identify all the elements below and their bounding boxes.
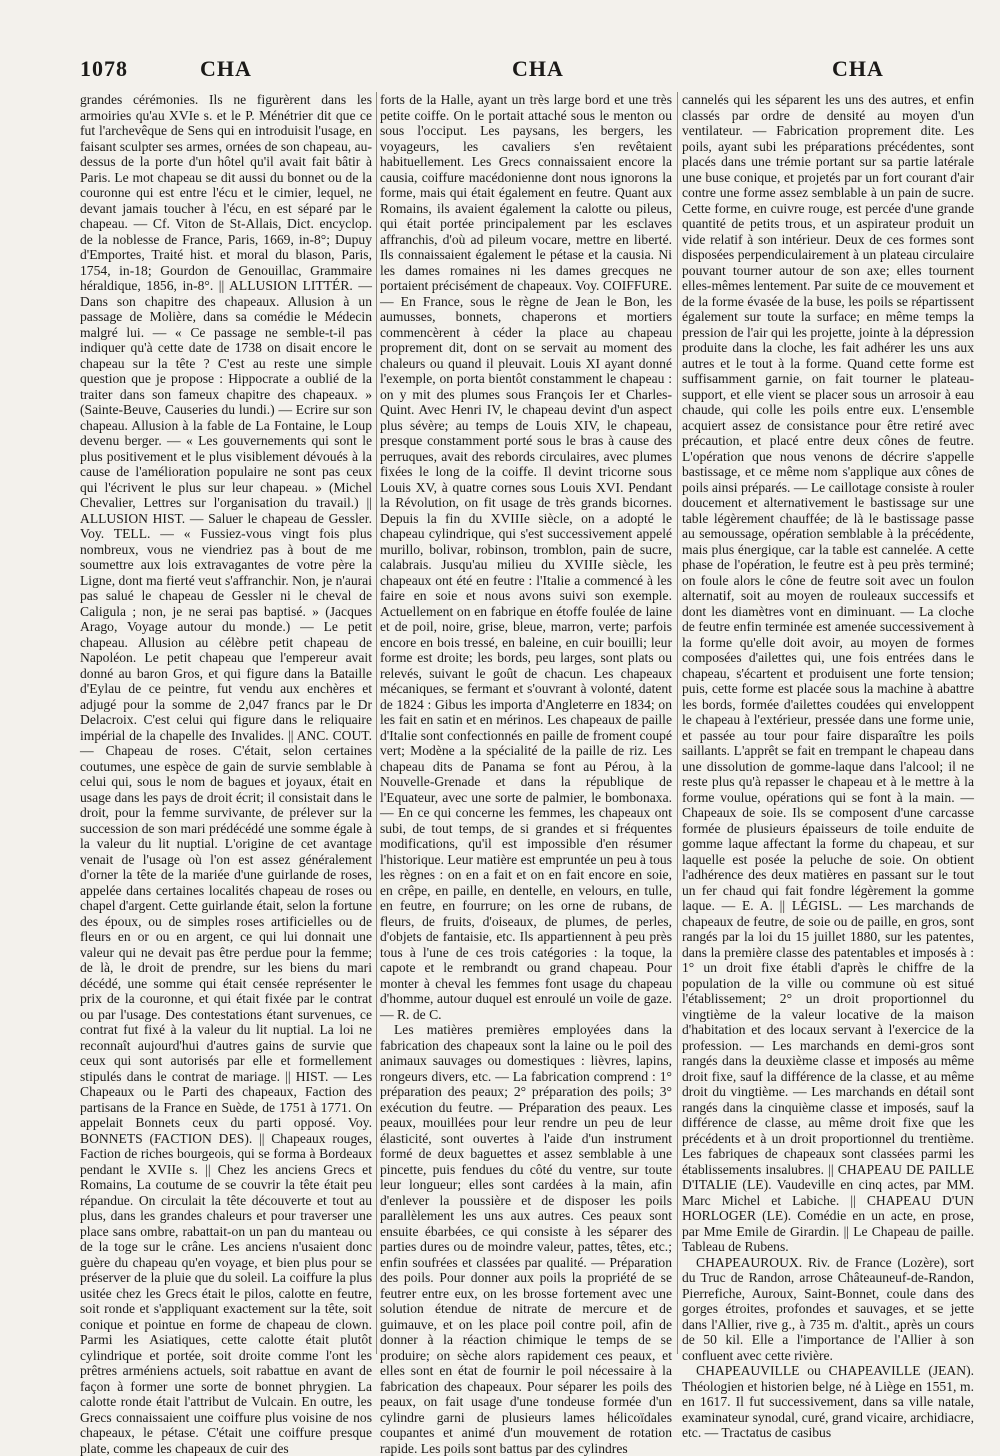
paragraph: Les matières premières employées dans la fabrication des chapeaux sont la laine ou le poil des animaux sauvages ou domestiques : lièvres, lapins, rongeurs divers, etc. — La fabrication comprend : 1° préparation des peaux; 2° préparation des poils; 3° exécution du feutre. — Préparation des peaux. Les peaux, mouillées pour leur rendre un peu de leur élasticité, sont ouvertes à l'aide d'un instrument formé de deux baguettes et assez semblable à une pincette, puis fendues du côté du ventre, sur toute leur longueur; elles sont cardées à la main, afin d'enlever la poussière et de disposer les poils parallèlement les uns aux autres. Ces peaux sont ensuite ébarbées, ce qui consiste à les séparer des parties dures ou de moindre valeur, pattes, têtes, etc.; enfin soufrées et classées par qualité. — Préparation des poils. Pour donner aux poils la propriété de se feutrer entre eux, on les brosse fortement avec une solution étendue de nitrate de mercure et de guimauve, et on les place poil contre poil, afin de donner à la réaction chimique le temps de se produire; on sèche alors rapidement ces peaux, et elles sont en état de fournir le poil nécessaire à la fabrication des chapeaux. Pour séparer les poils des peaux, on fait usage d'une tondeuse formée d'un cylindre garni de plusieurs lames hélicoïdales coupantes et animé d'un mouvement de rotation rapide. Les poils sont battus par des cylindres [380, 1022, 672, 1456]
paragraph: grandes cérémonies. Ils ne figurèrent dans les armoiries qu'au XVIe s. et le P. Ménétrier dit que ce fut l'archevêque de Sens qui en introduisit l'usage, en faisant sculpter ses armes, ornées de son chapeau, au-dessus de la porte d'un hôtel qu'il avait fait bâtir à Paris. Le mot chapeau se dit aussi du bonnet ou de la couronne qui est entre l'écu et le cimier, lequel, ne devant jamais toucher à l'écu, en est séparé par le chapeau. — Cf. Viton de St-Allais, Dict. encyclop. de la noblesse de France, Paris, 1669, in-8°; Dupuy d'Emportes, Traité hist. et moral du blason, Paris, 1754, in-18; Gourdon de Genouillac, Grammaire héraldique, 1856, in-8°. || ALLUSION LITTÉR. — Dans son chapitre des chapeaux. Allusion à un passage de Molière, dans sa comédie le Médecin malgré lui. — « Ce passage ne semble-t-il pas indiquer qu'à cette date de 1738 on disait encore le chapeau sur la tête ? C'est au reste une simple question que je propose : Hippocrate a oublié de la traiter dans son fameux chapitre des chapeaux. » (Sainte-Beuve, Causeries du lundi.) — Ecrire sur son chapeau. Allusion à la fable de La Fontaine, le Loup devenu berger. — « Les gouvernements qui sont le plus positivement et le plus visiblement dévoués à la cause de l'amélioration populaire ne sont pas ceux qui l'écrivent le plus sur leur chapeau. » (Michel Chevalier, Lettres sur l'organisation du travail.) || ALLUSION HIST. — Saluer le chapeau de Gessler. Voy. TELL. — « Fussiez-vous vingt fois plus nombreux, vous ne viendriez pas à bout de me soumettre aux lois extravagantes de votre père la Ligne, dont ma fierté veut s'affranchir. Non, je n'aurai pas salué le chapeau de Gessler ni le cheval de Caligula ; non, je ne serai pas baptisé. » (Jacques Arago, Voyage autour du monde.) — Le petit chapeau. Allusion au célèbre petit chapeau de Napoléon. Le petit chapeau que l'empereur avait donné au baron Gros, et qui figure dans la Bataille d'Eylau de ce peintre, fut vendu aux enchères et adjugé pour la somme de 2,047 francs par le Dr Delacroix. C'est celui qui figure dans le reliquaire impérial de la chapelle des Invalides. || ANC. COUT. — Chapeau de roses. C'était, selon certaines coutumes, une espèce de gain de survie semblable à celui qui, sous le nom de bagues et joyaux, était en usage dans les pays de droit écrit; il consistait dans le droit, pour la femme survivante, de prélever sur la succession de son mari prédécédé une somme égale à la valeur du lit nuptial. L'origine de cet avantage venait de l'usage où l'on est assez généralement d'orner la tête de la mariée d'une guirlande de roses, appelée dans certaines localités chapeau de roses ou chapel d'argent. Cette guirlande était, selon la fortune des époux, ou de simples roses artificielles ou de fleurs en or ou en argent, ce qui lui donnait une valeur qui ne devait pas être perdue pour la femme; de là, le droit de prendre, sur les biens du mari décédé, une somme qui était censée représenter le prix de la couronne, et qui était fixée par le contrat ou par l'usage. Des contestations étant survenues, ce contrat fut fixé à la valeur du lit nuptial. La loi ne reconnaît aujourd'hui d'autres gains de survie que ceux qui sont autorisés par elle et formellement stipulés dans le contrat de mariage. || HIST. — Les Chapeaux ou le Parti des chapeaux, Faction des partisans de la France en Suède, de 1751 à 1771. On appelait Bonnets ceux du parti opposé. Voy. BONNETS (FACTION DES). || Chapeaux rouges, Faction de riches bourgeois, qui se forma à Bordeaux pendant le XVIIe s. || Chez les anciens Grecs et Romains, La coutume de se couvrir la tête était peu répandue. On circulait la tête découverte et tout au plus, dans les grandes chaleurs et pour traverser une place sans ombre, rabattait-on un pan du manteau ou de la toge sur le crâne. Les anciens n'usaient donc guère du chapeau qu'en voyage, et bien plus pour se préserver de la pluie que du soleil. La coiffure la plus usitée chez les Grecs était le pilos, calotte en feutre, soit ronde et s'appliquant exactement sur la tête, soit conique et pointue en forme de chapeau de clown. Parmi les Asiatiques, cette calotte était plutôt cylindrique et portée, soit droite comme l'ont les prêtres arméniens actuels, soit rabattue en avant de façon à former une sorte de bonnet phrygien. La calotte ronde était l'attribut de Vulcain. En outre, les Grecs connaissaient une coiffure plus voisine de nos chapeaux, le pétase. C'était une coiffure presque plate, comme les chapeaux de cuir des [80, 92, 372, 1456]
running-head-left: CHA [200, 56, 252, 81]
running-head-center: CHA [512, 56, 564, 81]
page-header [80, 56, 960, 84]
column-divider [376, 92, 377, 1354]
column-divider [677, 92, 678, 1354]
text-column-1 [80, 92, 372, 1456]
text-column-2 [380, 92, 672, 1456]
entry-chapeauville: CHAPEAUVILLE ou CHAPEAVILLE (JEAN). Théologien et historien belge, né à Liège en 1551, m. en 1617. Il fut successivement, dans sa ville natale, examinateur synodal, curé, grand vicaire, archidiacre, etc. — Tractatus de casibus [682, 1363, 974, 1440]
running-head-right: CHA [832, 56, 884, 81]
page-number: 1078 [80, 56, 128, 81]
entry-chapeauroux: CHAPEAUROUX. Riv. de France (Lozère), sort du Truc de Randon, arrose Châteauneuf-de-Randon, Pierrefiche, Auroux, Saint-Bonnet, coule dans des gorges étroites, profondes et sauvages, et se jette dans l'Allier, rive g., à 735 m. d'altit., après un cours de 50 kil. Elle a l'importance de l'Allier à son confluent avec cette rivière. [682, 1254, 974, 1363]
paragraph: cannelés qui les séparent les uns des autres, et enfin classés par ordre de densité au moyen d'un ventilateur. — Fabrication proprement dite. Les poils, ayant subi les préparations précédentes, sont placés dans une trémie portant sur sa partie latérale une buse conique, et projetés par un fort courant d'air contre une forme assez semblable à un pain de sucre. Cette forme, en cuivre rouge, est percée d'une grande quantité de petits trous, et un aspirateur produit un vide relatif à son intérieur. Deux de ces formes sont disposées perpendiculairement à un plateau circulaire pouvant tourner autour de son axe; elles tournent elles-mêmes lentement. Par suite de ce mouvement et de la forme évasée de la buse, les poils se répartissent également sur toute la surface; en même temps la pression de l'air qui les projette, jointe à la dépression produite dans la cloche, les fait adhérer les uns aux autres et le tout à la forme. Quand cette forme est suffisamment garnie, on fait tourner le plateau-support, et elle vient se placer sous un arrosoir à eau chaude, qui colle les poils entre eux. L'ensemble acquiert assez de consistance pour être retiré avec précaution, et placé entre deux cônes de feutre. L'opération que nous venons de décrire s'appelle bastissage, et ce même nom s'applique aux cônes de poils ainsi préparés. — Le caillotage consiste à rouler doucement et alternativement le bastissage sur une table légèrement chauffée; de là le bastissage passe au semoussage, opération semblable à la précédente, mais plus énergique, car la table est cannelée. A cette phase de l'opération, le feutre est à peu près terminé; on foule alors le cône de feutre soit avec un foulon alternatif, soit au moyen de rouleaux successifs et dont les diamètres vont en diminuant. — La cloche de feutre enfin terminée est amenée successivement à la forme qu'elle doit avoir, au moyen de formes composées d'ailettes qui, une fois entrées dans le chapeau, s'écartent et produisent une forte tension; puis, cette forme est placée sous la machine à abattre les bords, formée d'ailettes coudées qui enveloppent le chapeau à l'extérieur, pressée dans une forme unie, et passée au tour pour faire disparaître les poils saillants. L'apprêt se fait en trempant le chapeau dans une dissolution de gomme-laque dans l'alcool; il ne reste plus qu'à repasser le chapeau et à le mettre à la forme voulue, opérations qui se font à la main. — Chapeaux de soie. Ils se composent d'une carcasse formée de plusieurs épaisseurs de toile enduite de gomme laque affectant la forme du chapeau, et sur laquelle est posée la peluche de soie. On obtient l'adhérence des deux matières en passant sur le tout un fer chaud qui fait fondre légèrement la gomme laque. — E. A. || LÉGISL. — Les marchands de chapeaux de feutre, de soie ou de paille, en gros, sont rangés par la loi du 15 juillet 1880, sur les patentes, dans la première classe des patentables et imposés à : 1° un droit fixe établi d'après le chiffre de la population de la ville ou commune où est situé l'établissement; 2° un droit proportionnel du vingtième de la valeur locative de la maison d'habitation et des locaux servant à l'exercice de la profession. — Les marchands en demi-gros sont rangés dans la deuxième classe et imposés au même droit fixe, sauf la différence de la classe, et au même droit du vingtième. — Les marchands en détail sont rangés dans la cinquième classe et imposés, sauf la différence de classe, au même droit fixe que les précédents et à un droit proportionnel du trentième. Les fabriques de chapeaux sont classées parmi les établissements insalubres. || CHAPEAU DE PAILLE D'ITALIE (LE). Vaudeville en cinq actes, par MM. Marc Michel et Labiche. || CHAPEAU D'UN HORLOGER (LE). Comédie en un acte, en prose, par Mme Emile de Girardin. || Le Chapeau de paille. Tableau de Rubens. [682, 92, 974, 1254]
paragraph: forts de la Halle, ayant un très large bord et une très petite coiffe. On le portait attaché sous le menton ou sous l'occiput. Les paysans, les bergers, les voyageurs, les cavaliers s'en revêtaient habituellement. Les Grecs connaissaient encore la causia, coiffure macédonienne dont nous ignorons la forme, mais qui était également en feutre. Quant aux Romains, ils avaient également la calotte ou pileus, qui était portée principalement par les esclaves affranchis, d'où ad pileum vocare, mettre en liberté. Ils connaissaient également le pétase et la causia. Ni les dames romaines ni les dames grecques ne portaient précisément de chapeaux. Voy. COIFFURE. — En France, sous le règne de Jean le Bon, les aumusses, bonnets, chaperons et mortiers commencèrent à céder la place au chapeau proprement dit, dont on se servait au moment des chaleurs ou quand il pleuvait. Louis XI ayant donné l'exemple, on porta bientôt constamment le chapeau : on y mit des plumes sous François Ier et Charles-Quint. Avec Henri IV, le chapeau devint d'un aspect plus sévère; au temps de Louis XIV, le chapeau, presque constamment porté sous le bras à cause des perruques, avait des rebords circulaires, avec plumes fixées le long de la coiffe. Il devint tricorne sous Louis XV, à quatre cornes sous Louis XVI. Pendant la Révolution, on fit usage de très grands bicornes. Depuis la fin du XVIIIe siècle, on a adopté le chapeau cylindrique, qui s'est successivement appelé murillo, bolivar, robinson, tromblon, pain de sucre, calabrais. Jusqu'au milieu du XVIIIe siècle, les chapeaux ont été en feutre : l'Italie a commencé à les faire en soie et nous avons suivi son exemple. Actuellement on en fabrique en étoffe foulée de laine et de poil, noire, grise, bleue, marron, verte; parfois encore en bois tressé, en baleine, en cuir bouilli; leur forme est droite; les bords, peu larges, sont plats ou relevés, suivant le goût de chacun. Les chapeaux mécaniques, se fermant et s'ouvrant à volonté, datent de 1824 : Gibus les importa d'Angleterre en 1834; on les fait en satin et en mérinos. Les chapeaux de paille d'Italie sont confectionnés en paille de froment coupé vert; Modène a la spécialité de la paille de riz. Les chapeau dits de Panama se font au Pérou, à la Nouvelle-Grenade et dans la république de l'Equateur, avec une sorte de palmier, le bombonaxa. — En ce qui concerne les femmes, les chapeaux ont subi, de tout temps, de si grandes et si fréquentes modifications, qu'il est impossible d'en résumer l'historique. Leur matière est empruntée un peu à tous les règnes : on en a fait et on en fait encore en soie, en crêpe, en paille, en dentelle, en velours, en tulle, en feutre, en fourrure; on les orne de rubans, de fleurs, de fruits, d'oiseaux, de plumes, de perles, d'objets de fantaisie, etc. Ils appartiennent à peu près tous à l'une de ces trois catégories : la toque, la capote et le rembrandt ou grand chapeau. Pour monter à cheval les femmes font usage du chapeau d'homme, autour duquel est enroulé un voile de gaze. — R. de C. [380, 92, 672, 1022]
text-column-3 [682, 92, 974, 1440]
